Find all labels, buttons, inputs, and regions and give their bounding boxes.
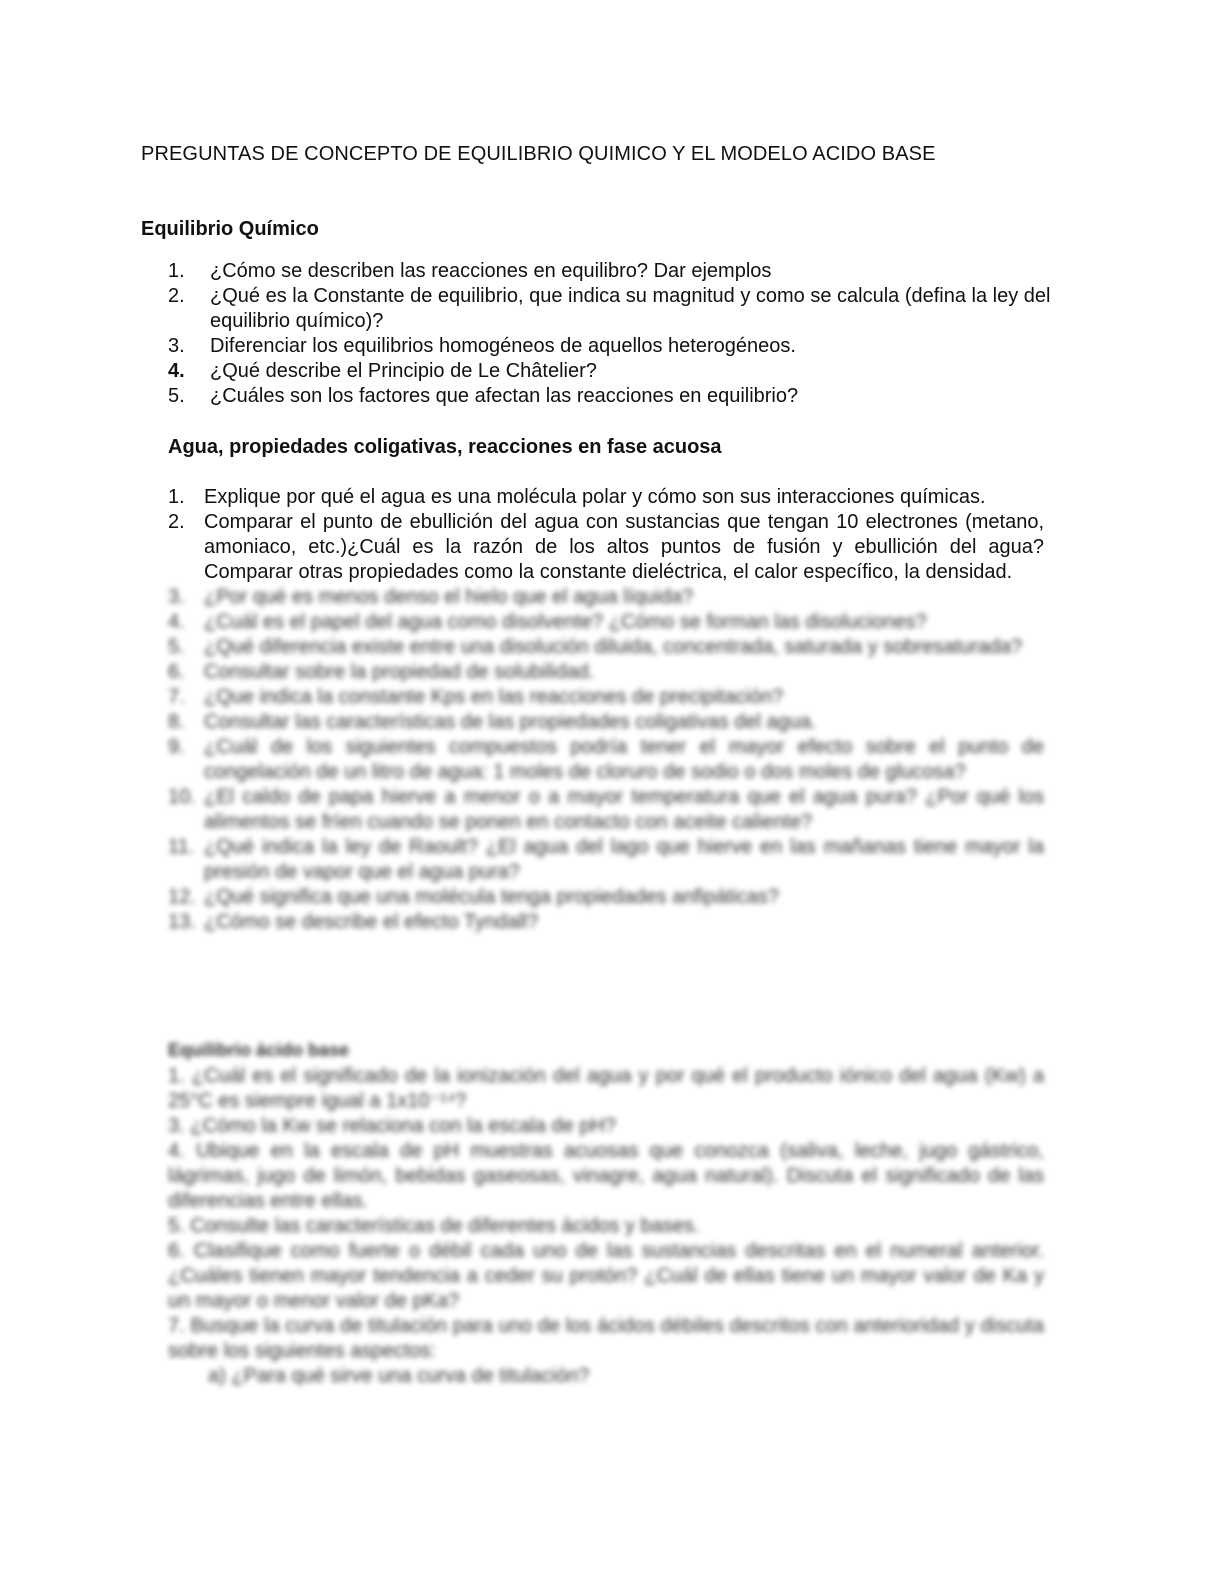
item-text: Diferenciar los equilibrios homogéneos de aquellos heterogéneos. (210, 335, 796, 357)
list-item (168, 785, 1044, 835)
item-text: ¿Cuál de los siguientes compuestos podría tener el mayor efecto sobre el punto de congelación de un litro de agua: 1 moles de cloruro de sodio o dos moles de glucosa? (204, 736, 1044, 783)
item-number: 4. (168, 611, 185, 633)
list-item (141, 259, 1101, 284)
paragraph: 5. Consulte las características de diferentes ácidos y bases. (168, 1215, 700, 1237)
list-item (168, 685, 1044, 710)
list-item (168, 735, 1044, 785)
item-number: 8. (168, 711, 185, 733)
list-item (168, 485, 1044, 510)
item-text: Consultar las características de las propiedades coligativas del agua. (204, 711, 817, 733)
item-text: ¿Que indica la constante Kps en las reacciones de precipitación? (204, 686, 784, 708)
item-number: 3. (168, 335, 185, 357)
paragraph: 3. ¿Cómo la Kw se relaciona con la escala de pH? (168, 1115, 617, 1137)
item-number: 3. (168, 586, 185, 608)
item-text: ¿Cómo se describen las reacciones en equilibro? Dar ejemplos (210, 260, 772, 282)
item-text: ¿Qué diferencia existe entre una disolución diluida, concentrada, saturada y sobresaturada? (204, 636, 1023, 658)
document-title: PREGUNTAS DE CONCEPTO DE EQUILIBRIO QUIMICO Y EL MODELO ACIDO BASE (141, 143, 936, 165)
list-item (168, 835, 1044, 885)
item-number: 2. (168, 285, 185, 307)
paragraph: 4. Ubique en la escala de pH muestras acuosas que conozca (saliva, leche, jugo gástrico, lágrimas, jugo de limón, bebidas gaseosas, vinagre, agua natural). Discuta el significado de las diferencias entre ellas. (168, 1140, 1044, 1212)
item-number: 2. (168, 511, 185, 533)
item-text: Consultar sobre la propiedad de solubilidad. (204, 661, 595, 683)
item-text: ¿Qué indica la ley de Raoult? ¿El agua del lago que hierve en las mañanas tiene mayor la presión de vapor que el agua pura? (204, 836, 1044, 883)
acido-base-questions (168, 1064, 1044, 1389)
item-number: 9. (168, 736, 185, 758)
list-item (141, 359, 1101, 384)
item-text: ¿Cómo se describe el efecto Tyndall? (204, 911, 539, 933)
paragraph: 7. Busque la curva de titulación para uno de los ácidos débiles descritos con anterioridad y discuta sobre los siguientes aspectos: (168, 1315, 1044, 1362)
agua-questions (168, 485, 1044, 935)
section-heading-acido-base: Equilibrio ácido base (168, 1040, 350, 1060)
item-number: 7. (168, 686, 185, 708)
list-item (141, 334, 1101, 359)
list-item (168, 635, 1044, 660)
item-number: 1. (168, 260, 185, 282)
item-number: 10. (168, 786, 196, 808)
item-text: Explique por qué el agua es una molécula polar y cómo son sus interacciones químicas. (204, 486, 986, 508)
list-item (168, 710, 1044, 735)
equilibrio-questions (141, 259, 1101, 409)
item-number: 6. (168, 661, 185, 683)
list-item (141, 384, 1101, 409)
paragraph: a) ¿Para qué sirve una curva de titulación? (208, 1365, 590, 1387)
item-text: ¿Qué describe el Principio de Le Châtelier? (210, 360, 597, 382)
section-heading-agua: Agua, propiedades coligativas, reacciones en fase acuosa (168, 436, 722, 458)
list-item (141, 284, 1101, 334)
paragraph: 1. ¿Cuál es el significado de la ionización del agua y por qué el producto iónico del agua (Kw) a 25°C es siempre igual a 1x10⁻¹⁴? (168, 1065, 1044, 1112)
list-item (168, 910, 1044, 935)
section-heading-equilibrio: Equilibrio Químico (141, 218, 319, 240)
paragraph: 6. Clasifique como fuerte o débil cada uno de las sustancias descritas en el numeral anterior. ¿Cuáles tienen mayor tendencia a ceder su protón? ¿Cuál de ellas tiene un mayor valor de Ka y un mayor o menor valor de pKa? (168, 1240, 1044, 1312)
list-item (168, 660, 1044, 685)
item-number: 1. (168, 486, 185, 508)
list-item (168, 885, 1044, 910)
item-number: 5. (168, 385, 185, 407)
item-text: ¿Qué significa que una molécula tenga propiedades anfipáticas? (204, 886, 779, 908)
list-item (168, 610, 1044, 635)
item-text: ¿Por qué es menos denso el hielo que el agua líquida? (204, 586, 694, 608)
item-text: ¿Cuál es el papel del agua como disolvente? ¿Cómo se forman las disoluciones? (204, 611, 927, 633)
item-text: Comparar el punto de ebullición del agua con sustancias que tengan 10 electrones (metano, amoniaco, etc.)¿Cuál es la razón de los altos puntos de fusión y ebullición del agua? Comparar otras propiedades como la constante dieléctrica, el calor específico, la densidad. (204, 511, 1044, 583)
item-number: 12. (168, 886, 196, 908)
item-number: 11. (168, 836, 195, 858)
list-item (168, 585, 1044, 610)
item-text: ¿Qué es la Constante de equilibrio, que indica su magnitud y como se calcula (defina la ley del equilibrio químico)? (210, 285, 1051, 332)
item-text: ¿Cuáles son los factores que afectan las reacciones en equilibrio? (210, 385, 799, 407)
item-number: 13. (168, 911, 196, 933)
list-item (168, 510, 1044, 585)
item-number: 4. (168, 360, 185, 382)
item-number: 5. (168, 636, 185, 658)
item-text: ¿El caldo de papa hierve a menor o a mayor temperatura que el agua pura? ¿Por qué los alimentos se fríen cuando se ponen en contacto con aceite caliente? (204, 786, 1044, 833)
